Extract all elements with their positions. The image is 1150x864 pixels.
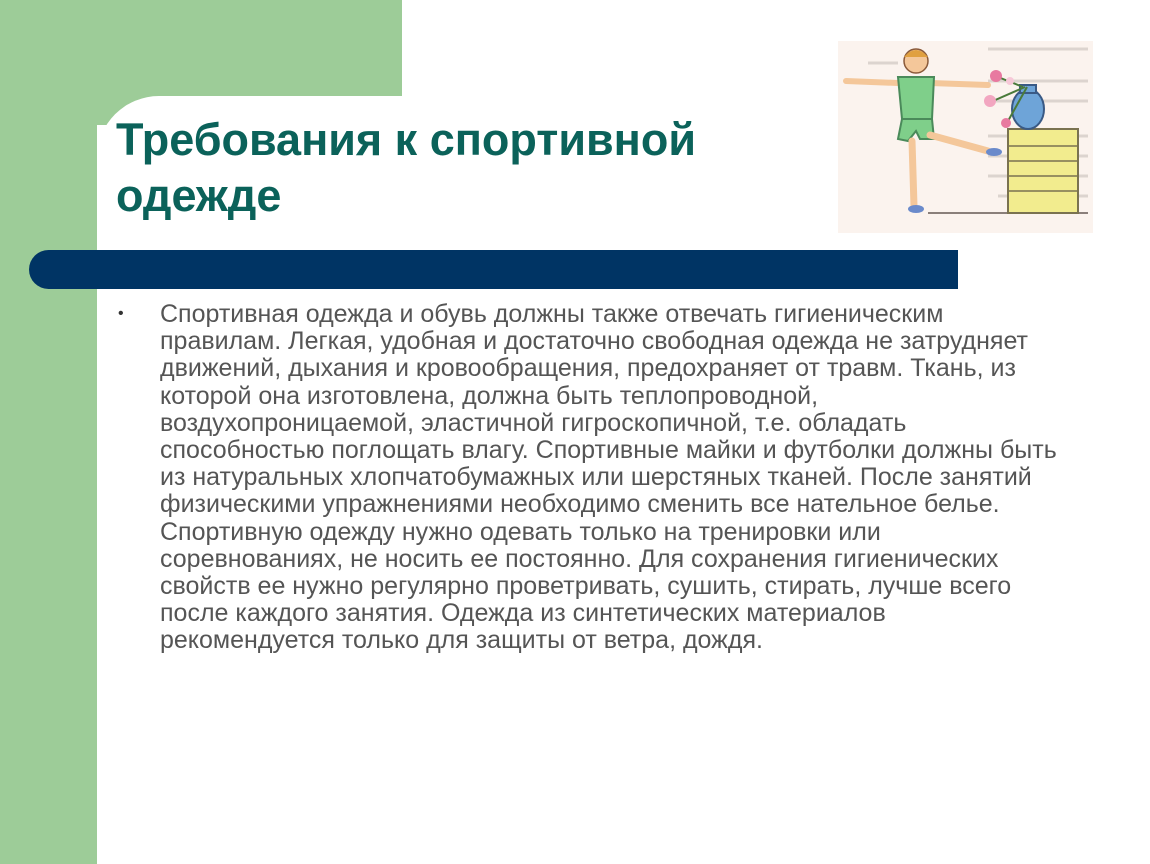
illustration bbox=[838, 41, 1093, 233]
body-paragraph: Спортивная одежда и обувь должны также отвечать гигиеническим правилам. Легкая, удобная и достаточно свободная одежда не затрудняет движений, дыхания и кровообращения, предохраняет от травм. Ткань, из которой она изготовлена, должна быть теплопроводной, воздухопроницаемой, эластичной гигроскопичной, т.е. обладать способностью поглощать влагу. Спортивные майки и футболки должны быть из натуральных хлопчатобумажных или шерстяных тканей. После занятий физическими упражнениями необходимо сменить все нательное белье. Спортивную одежду нужно одевать только на тренировки или соревнованиях, не носить ее постоянно. Для сохранения гигиенических свойств ее нужно регулярно проветривать, сушить, стирать, лучше всего после каждого занятия. Одежда из синтетических материалов рекомендуется только для защиты от ветра, дождя. bbox=[160, 300, 1057, 655]
bullet-marker: • bbox=[118, 305, 124, 322]
boy-stretching-icon bbox=[838, 41, 1093, 233]
slide-title: Требования к спортивной одежде bbox=[116, 114, 696, 221]
title-divider-bar bbox=[29, 250, 958, 289]
green-side-band bbox=[0, 0, 97, 864]
